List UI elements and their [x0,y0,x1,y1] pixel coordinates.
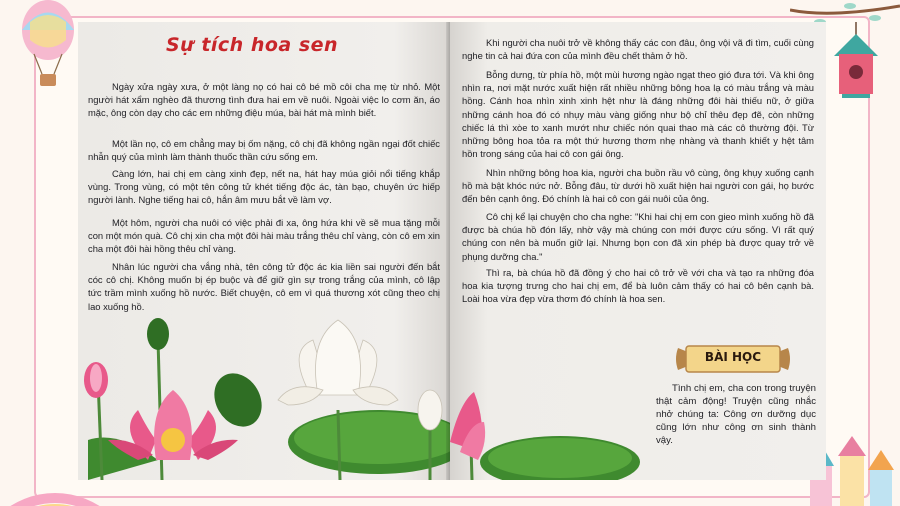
lotus-illustration-right [450,382,650,480]
left-paragraph-2: Một lần nọ, cô em chẳng may bị ốm nặng, cô chị đã không ngần ngại đốt chiếc nhẫn quý của mình làm thành thuốc thần cứu sống em. [88,138,440,163]
hot-air-balloon-icon [10,0,80,100]
right-page [450,22,826,480]
story-title: Sự tích hoa sen [166,34,339,56]
open-book [78,22,826,480]
lotus-illustration [78,310,450,480]
lesson-text: Tình chị em, cha con trong truyện thật cảm động! Truyện cũng nhắc nhở chúng ta: Công ơn dưỡng dục cũng lớn như công ơn sinh thành vậy. [656,383,816,446]
left-paragraph-5: Nhân lúc người cha vắng nhà, tên công tử độc ác kia liền sai người đến bắt cóc cô chị. Không muốn bị ép buộc và để giữ gìn sự trong trắng của mình, cô lập tức trầm mình xuống hồ nước. Biết chuyện, cô em vì quá thương xót cũng theo chị lao xuống hồ. [88,261,440,312]
right-paragraph-2: Bỗng dưng, từ phía hồ, một mùi hương ngào ngạt theo gió đưa tới. Và khi ông nhìn ra, nơi mặt nước xuất hiện rất nhiều những bông hoa lạ có màu trắng và màu hồng. Cánh hoa nhìn xinh xinh hệt như là đáng những đôi hài thiếu nữ, ở giữa những cánh hoa đó có nhụy màu vàng giống như bộ chỉ thêu đẹp đẽ, còn những chiếc lá thì xòe to xanh mướt như chiếc nón quai thao mà các cô thường đội. Từ những bông hoa tỏa ra một thứ hương thơm nhẹ nhàng và thanh khiết y hệt tâm hồn trong sáng của hai cô con gái ông. [462,69,814,160]
right-paragraph-5: Thì ra, bà chúa hồ đã đồng ý cho hai cô trở về với cha và tạo ra những đóa hoa kia tượng trưng cho hai chị em, để bà luôn cảm thấy có hai cô bên cạnh bà. Loài hoa vừa đẹp vừa thơm đó chính là hoa sen. [462,267,814,305]
lesson-heading: BÀI HỌC [704,350,762,364]
left-page [78,22,450,480]
birdhouse-icon [830,22,882,102]
left-paragraph-1: Ngày xửa ngày xưa, ở một làng nọ có hai cô bé mồ côi cha mẹ từ nhỏ. Một người hát xẩm nghèo đã thương tình đưa hai em về nuôi. Ngoài việc lo cơm ăn, áo mặc, ông còn dạy cho các em những điệu múa, bài hát mà mình biết. [88,81,440,119]
left-paragraph-3: Càng lớn, hai chị em càng xinh đẹp, nết na, hát hay múa giỏi nổi tiếng khắp vùng. Trong vùng, có một tên công tử khét tiếng độc ác, tàn bạo, chuyên ức hiếp người lành. Nghe tiếng hai cô, hắn âm mưu bắt về làm vợ. [88,168,440,206]
right-paragraph-4: Cô chị kể lại chuyện cho cha nghe: "Khi hai chị em con gieo mình xuống hồ đã được bà chúa hồ đón lấy, nhờ vậy mà chúng con mới được cứu sống. Vì rất quý chúng con nên bà muốn giữ lại. Nhưng bọn con đã xin phép bà được quay trở về phụng dưỡng cha." [462,211,814,262]
right-paragraph-3: Nhìn những bông hoa kia, người cha buồn rầu vô cùng, ông khụy xuống cạnh hồ mà bật khóc nức nở. Bỗng đâu, từ dưới hồ xuất hiện hai người con gái, họ bước đến bên cạnh ông. Đó chính là hai cô con gái nuôi của ông. [462,167,814,205]
right-paragraph-1: Khi người cha nuôi trở về không thấy các con đâu, ông vội vã đi tìm, cuối cùng nghe tin cả hai đứa con của mình đều chết thảm ở hồ. [462,37,814,62]
left-paragraph-4: Một hôm, người cha nuôi có việc phải đi xa, ông hứa khi về sẽ mua tặng mỗi con một món quà. Cô chị xin cha một đôi hài màu trắng thêu chỉ vàng, còn cô em xin cha một đôi hài hồng thêu chỉ vàng. [88,217,440,255]
